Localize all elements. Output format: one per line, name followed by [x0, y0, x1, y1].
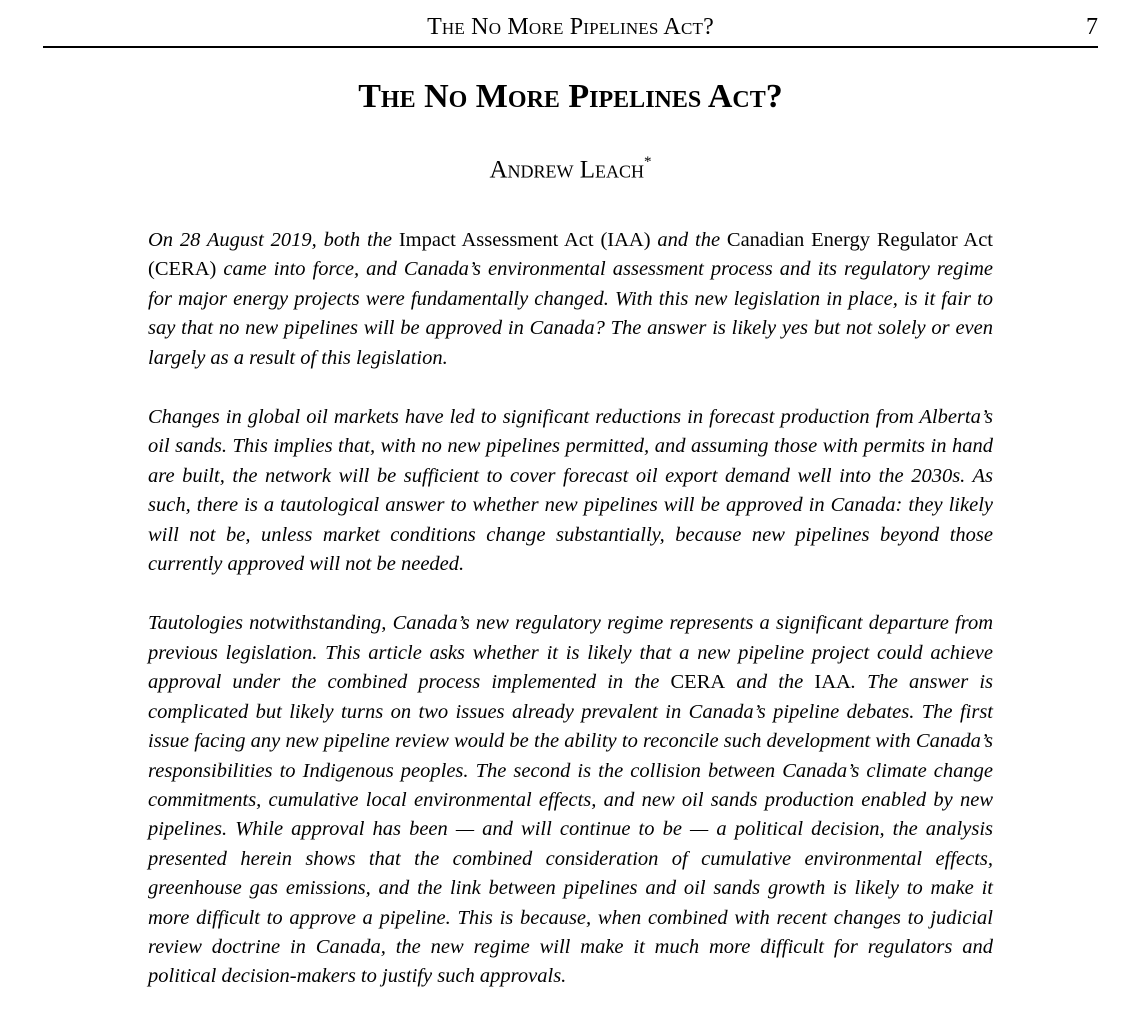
- act-abbrev-cera: CERA: [670, 671, 726, 694]
- running-header: [43, 12, 1098, 48]
- abstract-p3-segment-5: . The answer is complicated but likely turns on two issues already prevalent in Canada’s pipeline debates. The first issue facing any new pipeline review would be the ability to reconcile such development with Canada’s responsibilities to Indigenous peoples. The second is the collision between Canada’s climate change commitments, cumulative local environmental effects, and new oil sands production enabled by new pipelines. While approval has been — and will continue to be — a political decision, the analysis presented herein shows that the combined consideration of cumulative environmental effects, greenhouse gas emissions, and the link between pipelines and oil sands growth is likely to make it more difficult to approve a pipeline. This is because, when combined with recent changes to judicial review doctrine in Canada, the new regime will make it much more difficult for regulators and political decision-makers to justify such approvals.: [148, 671, 994, 988]
- page-number: 7: [1086, 14, 1098, 40]
- act-name-cera: Canadian Energy Regulator Act (CERA): [148, 229, 993, 281]
- running-title: The No More Pipelines Act?: [427, 14, 714, 40]
- article-title: The No More Pipelines Act?: [358, 78, 783, 115]
- abstract-p1-segment-3: and the: [650, 229, 727, 251]
- abstract: [148, 226, 993, 1022]
- author-name: Andrew Leach: [489, 156, 645, 184]
- author-line: [0, 156, 1141, 184]
- abstract-p3-segment-1: Tautologies notwithstanding, Canada’s new regulatory regime represents a significant departure from previous legislation. This article asks whether it is likely that a new pipeline project could achieve approval under the combined process implemented in the: [148, 612, 993, 694]
- act-abbrev-iaa: IAA: [814, 671, 851, 694]
- author-footnote-marker[interactable]: *: [644, 154, 652, 170]
- abstract-p1-segment-5: came into force, and Canada’s environmental assessment process and its regulatory regime for major energy projects were fundamentally changed. With this new legislation in place, is it fair to say that no new pipelines will be approved in Canada? The answer is likely yes but not solely or even largely as a result of this legislation.: [148, 258, 993, 369]
- act-name-iaa: Impact Assessment Act (IAA): [398, 229, 651, 251]
- abstract-paragraph-2: Changes in global oil markets have led to significant reductions in forecast production from Alberta’s oil sands. This implies that, with no new pipelines permitted, and assuming those with permits in hand are built, the network will be sufficient to cover forecast oil export demand well into the 2030s. As such, there is a tautological answer to whether new pipelines will be approved in Canada: they likely will not be, unless market conditions change substantially, because new pipelines beyond those currently approved will not be needed.: [148, 406, 993, 576]
- abstract-p1-segment-1: On 28 August 2019, both the: [148, 229, 399, 251]
- abstract-paragraph-1: [148, 226, 993, 373]
- abstract-paragraph-3: [148, 609, 993, 991]
- abstract-p3-segment-3: and the: [725, 671, 815, 694]
